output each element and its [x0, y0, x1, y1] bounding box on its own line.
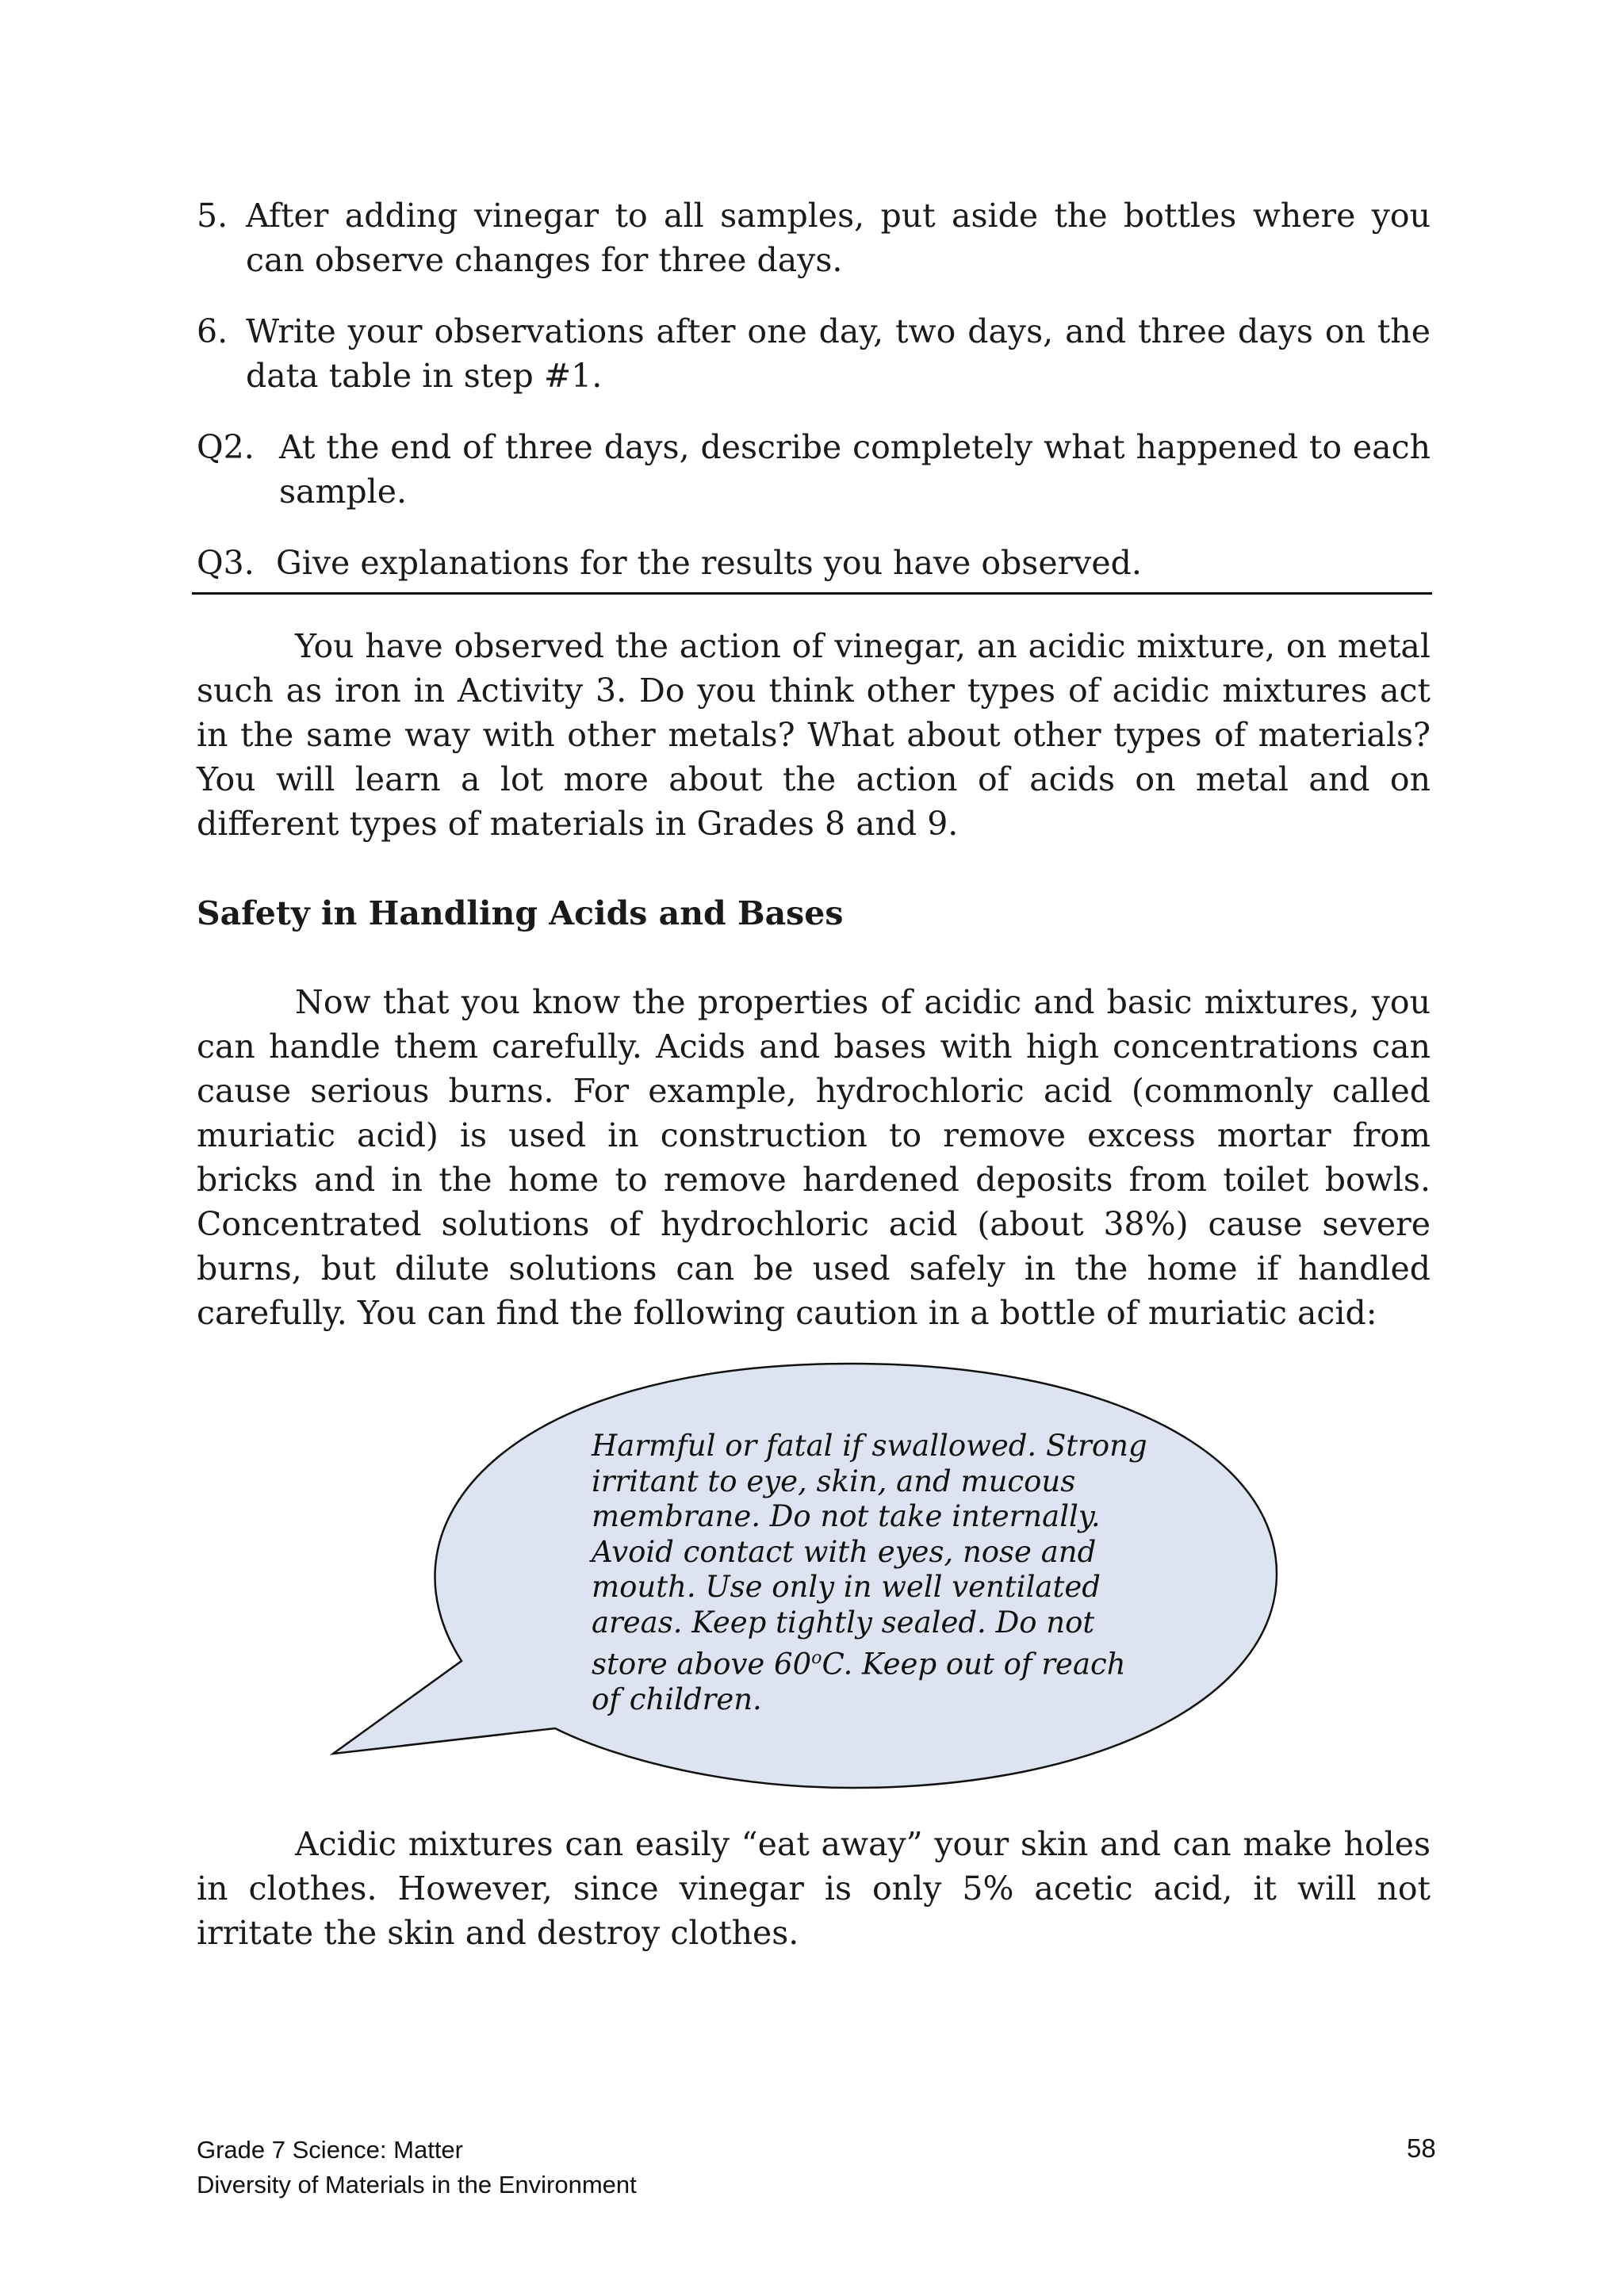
- page-number: 58: [1407, 2133, 1436, 2163]
- step-text: Write your observations after one day, two days, and three days on the data table in step #1.: [246, 312, 1431, 395]
- question-text: Give explanations for the results you have observed.: [276, 544, 1142, 582]
- caution-text-main: Harmful or fatal if swallowed. Strong irritant to eye, skin, and mucous membrane. Do not take internally. Avoid contact with eyes, nose and mouth. Use only in well ventilated areas. Keep tightly sealed. Do not store above 60: [592, 1429, 1147, 1682]
- section-heading: Safety in Handling Acids and Bases: [197, 894, 844, 932]
- caution-text-end: C. Keep out of reach of children.: [592, 1647, 1126, 1716]
- footer-unit: Diversity of Materials in the Environment: [197, 2171, 637, 2198]
- paragraph-safety: Now that you know the properties of acidic and basic mixtures, you can handle them carefully. Acids and bases with high concentrations can cause serious burns. For example, hydrochloric acid (commonly called muriatic acid) is used in construction to remove excess mortar from bricks and in the home to remove hardened deposits from toilet bowls. Concentrated solutions of hydrochloric acid (about 38%) cause severe burns, but dilute solutions can be used safely in the home if handled carefully. You can find the following caution in a bottle of muriatic acid:: [197, 983, 1431, 1332]
- question-number: Q2.: [197, 428, 255, 466]
- caution-text: [592, 1429, 1162, 1717]
- degree-superscript: o: [811, 1647, 822, 1668]
- question-number: Q3.: [197, 544, 255, 582]
- footer-course: Grade 7 Science: Matter: [197, 2136, 463, 2164]
- paragraph-vinegar: Acidic mixtures can easily “eat away” your skin and can make holes in clothes. However, since vinegar is only 5% acetic acid, it will not irritate the skin and destroy clothes.: [197, 1825, 1431, 1952]
- step-number: 6.: [197, 312, 228, 350]
- footer-info: [197, 2133, 637, 2202]
- paragraph-acids-on-metals: You have observed the action of vinegar, an acidic mixture, on metal such as iron in Activity 3. Do you think other types of acidic mixtures act in the same way with other metals? What about other types of materials? You will learn a lot more about the action of acids on metal and on different types of materials in Grades 8 and 9.: [197, 627, 1431, 843]
- step-text: After adding vinegar to all samples, put aside the bottles where you can observe changes for three days.: [246, 197, 1431, 279]
- question-text: At the end of three days, describe completely what happened to each sample.: [279, 428, 1431, 511]
- step-number: 5.: [197, 197, 228, 235]
